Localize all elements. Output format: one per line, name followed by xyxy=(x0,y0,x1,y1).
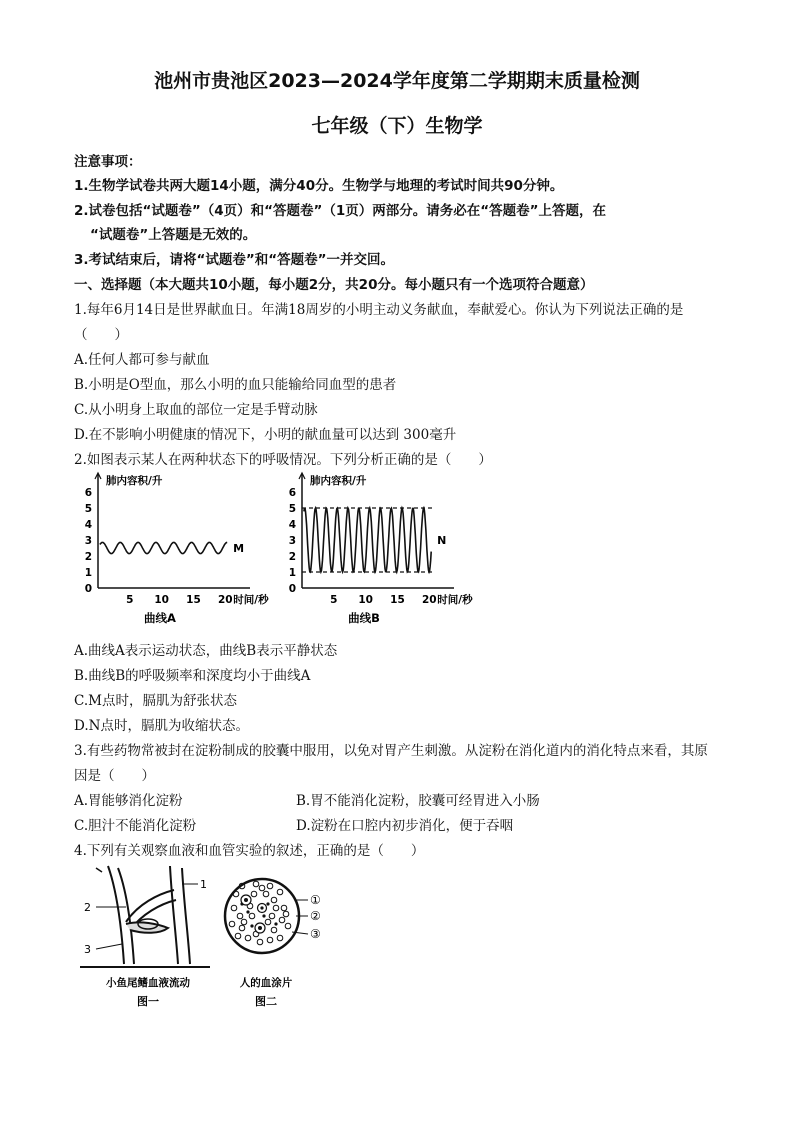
note-item: 1.生物学试卷共两大题14小题，满分40分。生物学与地理的考试时间共90分钟。 xyxy=(74,178,564,194)
y-axis-label: 肺内容积/升 xyxy=(106,475,163,487)
y-tick-label: 4 xyxy=(288,519,296,531)
x-tick-label: 10 xyxy=(358,594,373,606)
y-tick-label: 6 xyxy=(288,487,296,499)
section-heading: 一、选择题（本大题共10小题，每小题2分，共20分。每小题只有一个选项符合题意） xyxy=(74,277,594,293)
question-stem: 1.每年6月14日是世界献血日。年满18周岁的小明主动义务献血，奉献爱心。你认为下列说法正确的是 xyxy=(74,302,684,318)
platelet xyxy=(267,903,269,905)
y-tick-label: 6 xyxy=(84,487,92,499)
option-c: C.胆汁不能消化淀粉 xyxy=(74,818,197,834)
figure-fish-tail-fin xyxy=(78,864,218,1014)
y-tick-label: 0 xyxy=(288,583,296,595)
y-axis-label: 肺内容积/升 xyxy=(310,475,367,487)
y-tick-label: 2 xyxy=(288,551,296,563)
x-tick-label: 15 xyxy=(390,594,405,606)
x-tick-label: 5 xyxy=(126,594,134,606)
option-d: D.在不影响小明健康的情况下，小明的献血量可以达到 300毫升 xyxy=(74,427,457,443)
option-b: B.小明是O型血，那么小明的血只能输给同血型的患者 xyxy=(74,377,397,393)
fig1-marker-2: 2 xyxy=(84,901,91,914)
fig2-caption: 人的血涂片 xyxy=(239,977,293,989)
series-point-label: M xyxy=(233,542,245,555)
option-a: A.曲线A表示运动状态，曲线B表示平静状态 xyxy=(74,643,338,659)
fig2-label: 图二 xyxy=(255,995,277,1008)
x-tick-label: 5 xyxy=(330,594,338,606)
y-tick-label: 3 xyxy=(288,535,296,547)
x-axis-label: 时间/秒 xyxy=(437,594,473,606)
note-item: 3.考试结束后，请将“试题卷”和“答题卷”一并交回。 xyxy=(74,252,395,268)
platelet xyxy=(247,911,249,913)
x-tick-label: 20 xyxy=(421,594,437,606)
question-stem: 2.如图表示某人在两种状态下的呼吸情况。下列分析正确的是（ ） xyxy=(74,452,492,468)
y-tick-label: 0 xyxy=(84,583,92,595)
option-b: B.曲线B的呼吸频率和深度均小于曲线A xyxy=(74,668,311,684)
x-tick-label: 15 xyxy=(186,594,201,606)
x-tick-label: 10 xyxy=(154,594,169,606)
question-stem: 因是（ ） xyxy=(74,768,155,784)
x-axis-label: 时间/秒 xyxy=(233,594,269,606)
option-b: B.胃不能消化淀粉，胶囊可经胃进入小肠 xyxy=(296,793,540,809)
fig1-label: 图一 xyxy=(137,995,159,1008)
y-tick-label: 1 xyxy=(84,567,92,579)
y-tick-label: 5 xyxy=(84,503,92,515)
option-d: D.N点时，膈肌为收缩状态。 xyxy=(74,718,249,734)
page-title: 池州市贵池区2023—2024学年度第二学期期末质量检测 xyxy=(154,70,640,92)
option-a: A.任何人都可参与献血 xyxy=(74,352,210,368)
fig2-marker-3: ③ xyxy=(310,927,321,941)
option-c: C.从小明身上取血的部位一定是手臂动脉 xyxy=(74,402,318,418)
page-subtitle: 七年级（下）生物学 xyxy=(311,115,483,137)
y-tick-label: 3 xyxy=(84,535,92,547)
chart-title: 曲线A xyxy=(144,611,176,625)
fig2-marker-1: ① xyxy=(310,893,321,907)
question-stem: （ ） xyxy=(74,327,128,343)
fig1-marker-3: 3 xyxy=(84,943,91,956)
platelet xyxy=(251,925,253,927)
y-tick-label: 2 xyxy=(84,551,92,563)
question-stem: 3.有些药物常被封在淀粉制成的胶囊中服用，以免对胃产生刺激。从淀粉在消化道内的消化特点来看，其原 xyxy=(74,743,708,759)
chart-curve-b xyxy=(282,470,492,630)
chart-curve-a xyxy=(78,470,278,630)
y-tick-label: 1 xyxy=(288,567,296,579)
figure-blood-smear xyxy=(212,864,342,1014)
series-point-label: N xyxy=(437,534,447,547)
chart-title: 曲线B xyxy=(348,611,380,625)
fig1-caption: 小鱼尾鳍血液流动 xyxy=(106,977,190,989)
option-d: D.淀粉在口腔内初步消化，便于吞咽 xyxy=(296,818,514,834)
x-tick-label: 20 xyxy=(217,594,233,606)
y-tick-label: 5 xyxy=(288,503,296,515)
notes-heading: 注意事项： xyxy=(74,154,142,170)
series-line xyxy=(304,508,431,572)
note-item: “试题卷”上答题是无效的。 xyxy=(90,227,257,243)
option-c: C.M点时，膈肌为舒张状态 xyxy=(74,693,237,709)
platelet xyxy=(263,915,265,917)
y-tick-label: 4 xyxy=(84,519,92,531)
platelet xyxy=(275,923,277,925)
series-line xyxy=(100,542,227,553)
question-stem: 4.下列有关观察血液和血管实验的叙述，正确的是（ ） xyxy=(74,843,425,859)
fig1-marker-1: 1 xyxy=(200,878,207,891)
option-a: A.胃能够消化淀粉 xyxy=(74,793,183,809)
fig2-marker-2: ② xyxy=(310,909,321,923)
note-item: 2.试卷包括“试题卷”（4页）和“答题卷”（1页）两部分。请务必在“答题卷”上答题，在 xyxy=(74,203,607,219)
